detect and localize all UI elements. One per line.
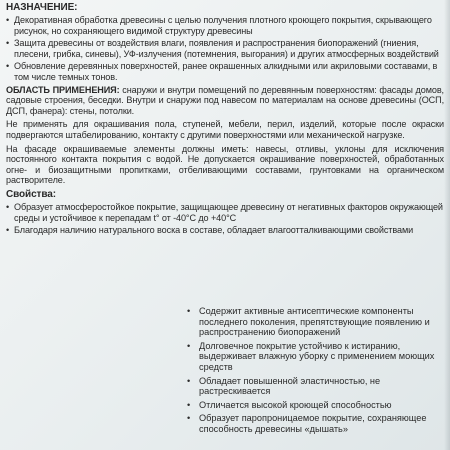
label-text-block [6, 1, 444, 238]
purpose-item: • Защита древесины от воздействия влаги, появления и распространения биопоражений (гниения, плесени, грибка, синевы), УФ-излучения (потемнения, выгорания) и других атмосферных воздействий [6, 38, 444, 59]
feature-item: • Отличается высокой кроющей способностью [186, 400, 448, 411]
properties-item: • Благодаря наличию натурального воска в составе, обладает влагоотталкивающими свойствами [6, 225, 444, 236]
properties-list [6, 202, 444, 236]
application-heading: ОБЛАСТЬ ПРИМЕНЕНИЯ: [6, 84, 120, 95]
application-paragraph [6, 85, 444, 117]
features-list [186, 306, 448, 435]
feature-item: • Содержит активные антисептические компоненты последнего поколения, препятствующие появлению и распространению биопоражений [186, 306, 448, 338]
not-applicable-paragraph: Не применять для окрашивания пола, ступеней, мебели, перил, изделий, которые после окраски подвергаются штабелированию, контакту с другими поверхностями или механической нагрузке. [6, 119, 444, 140]
application-text: снаружи и внутри помещений по деревянным поверхностям: фасады домов, садовые строения, беседки. Внутри и снаружи под навесом по материалам на основе древесины (ОСП, ДСП, фанера): стены, потолки. [6, 84, 444, 116]
purpose-item: • Обновление деревянных поверхностей, ранее окрашенных алкидными или акриловыми составами, в том числе темных тонов. [6, 61, 444, 82]
feature-item: • Обладает повышенной эластичностью, не растрескивается [186, 376, 448, 397]
properties-heading: Свойства: [6, 188, 56, 200]
purpose-heading: НАЗНАЧЕНИЕ: [6, 2, 78, 13]
feature-item: • Образует паропроницаемое покрытие, сохраняющее способность древесины «дышать» [186, 413, 448, 434]
purpose-list [6, 15, 444, 83]
purpose-item: • Декоративная обработка древесины с целью получения плотного кроющего покрытия, скрывающего рисунок, но сохраняющего видимой структуру древесины [6, 15, 444, 36]
properties-item: • Образует атмосферостойкое покрытие, защищающее древесину от негативных факторов окружающей среды и устойчивое к перепадам t° от -40°С до +40°С [6, 202, 444, 223]
features-block [186, 306, 448, 438]
feature-item: • Долговечное покрытие устойчиво к истиранию, выдерживает влажную уборку с применением моющих средств [186, 341, 448, 373]
facade-paragraph: На фасаде окрашиваемые элементы должны иметь: навесы, отливы, уклоны для исключения постоянного контакта покрытия с водой. Не допускается окрашивание поверхностей, обработанных огне- и биозащитными пропитками, отбеливающими составами, грунтовками на органическом растворителе. [6, 143, 444, 186]
can-edge-shadow [444, 0, 450, 450]
